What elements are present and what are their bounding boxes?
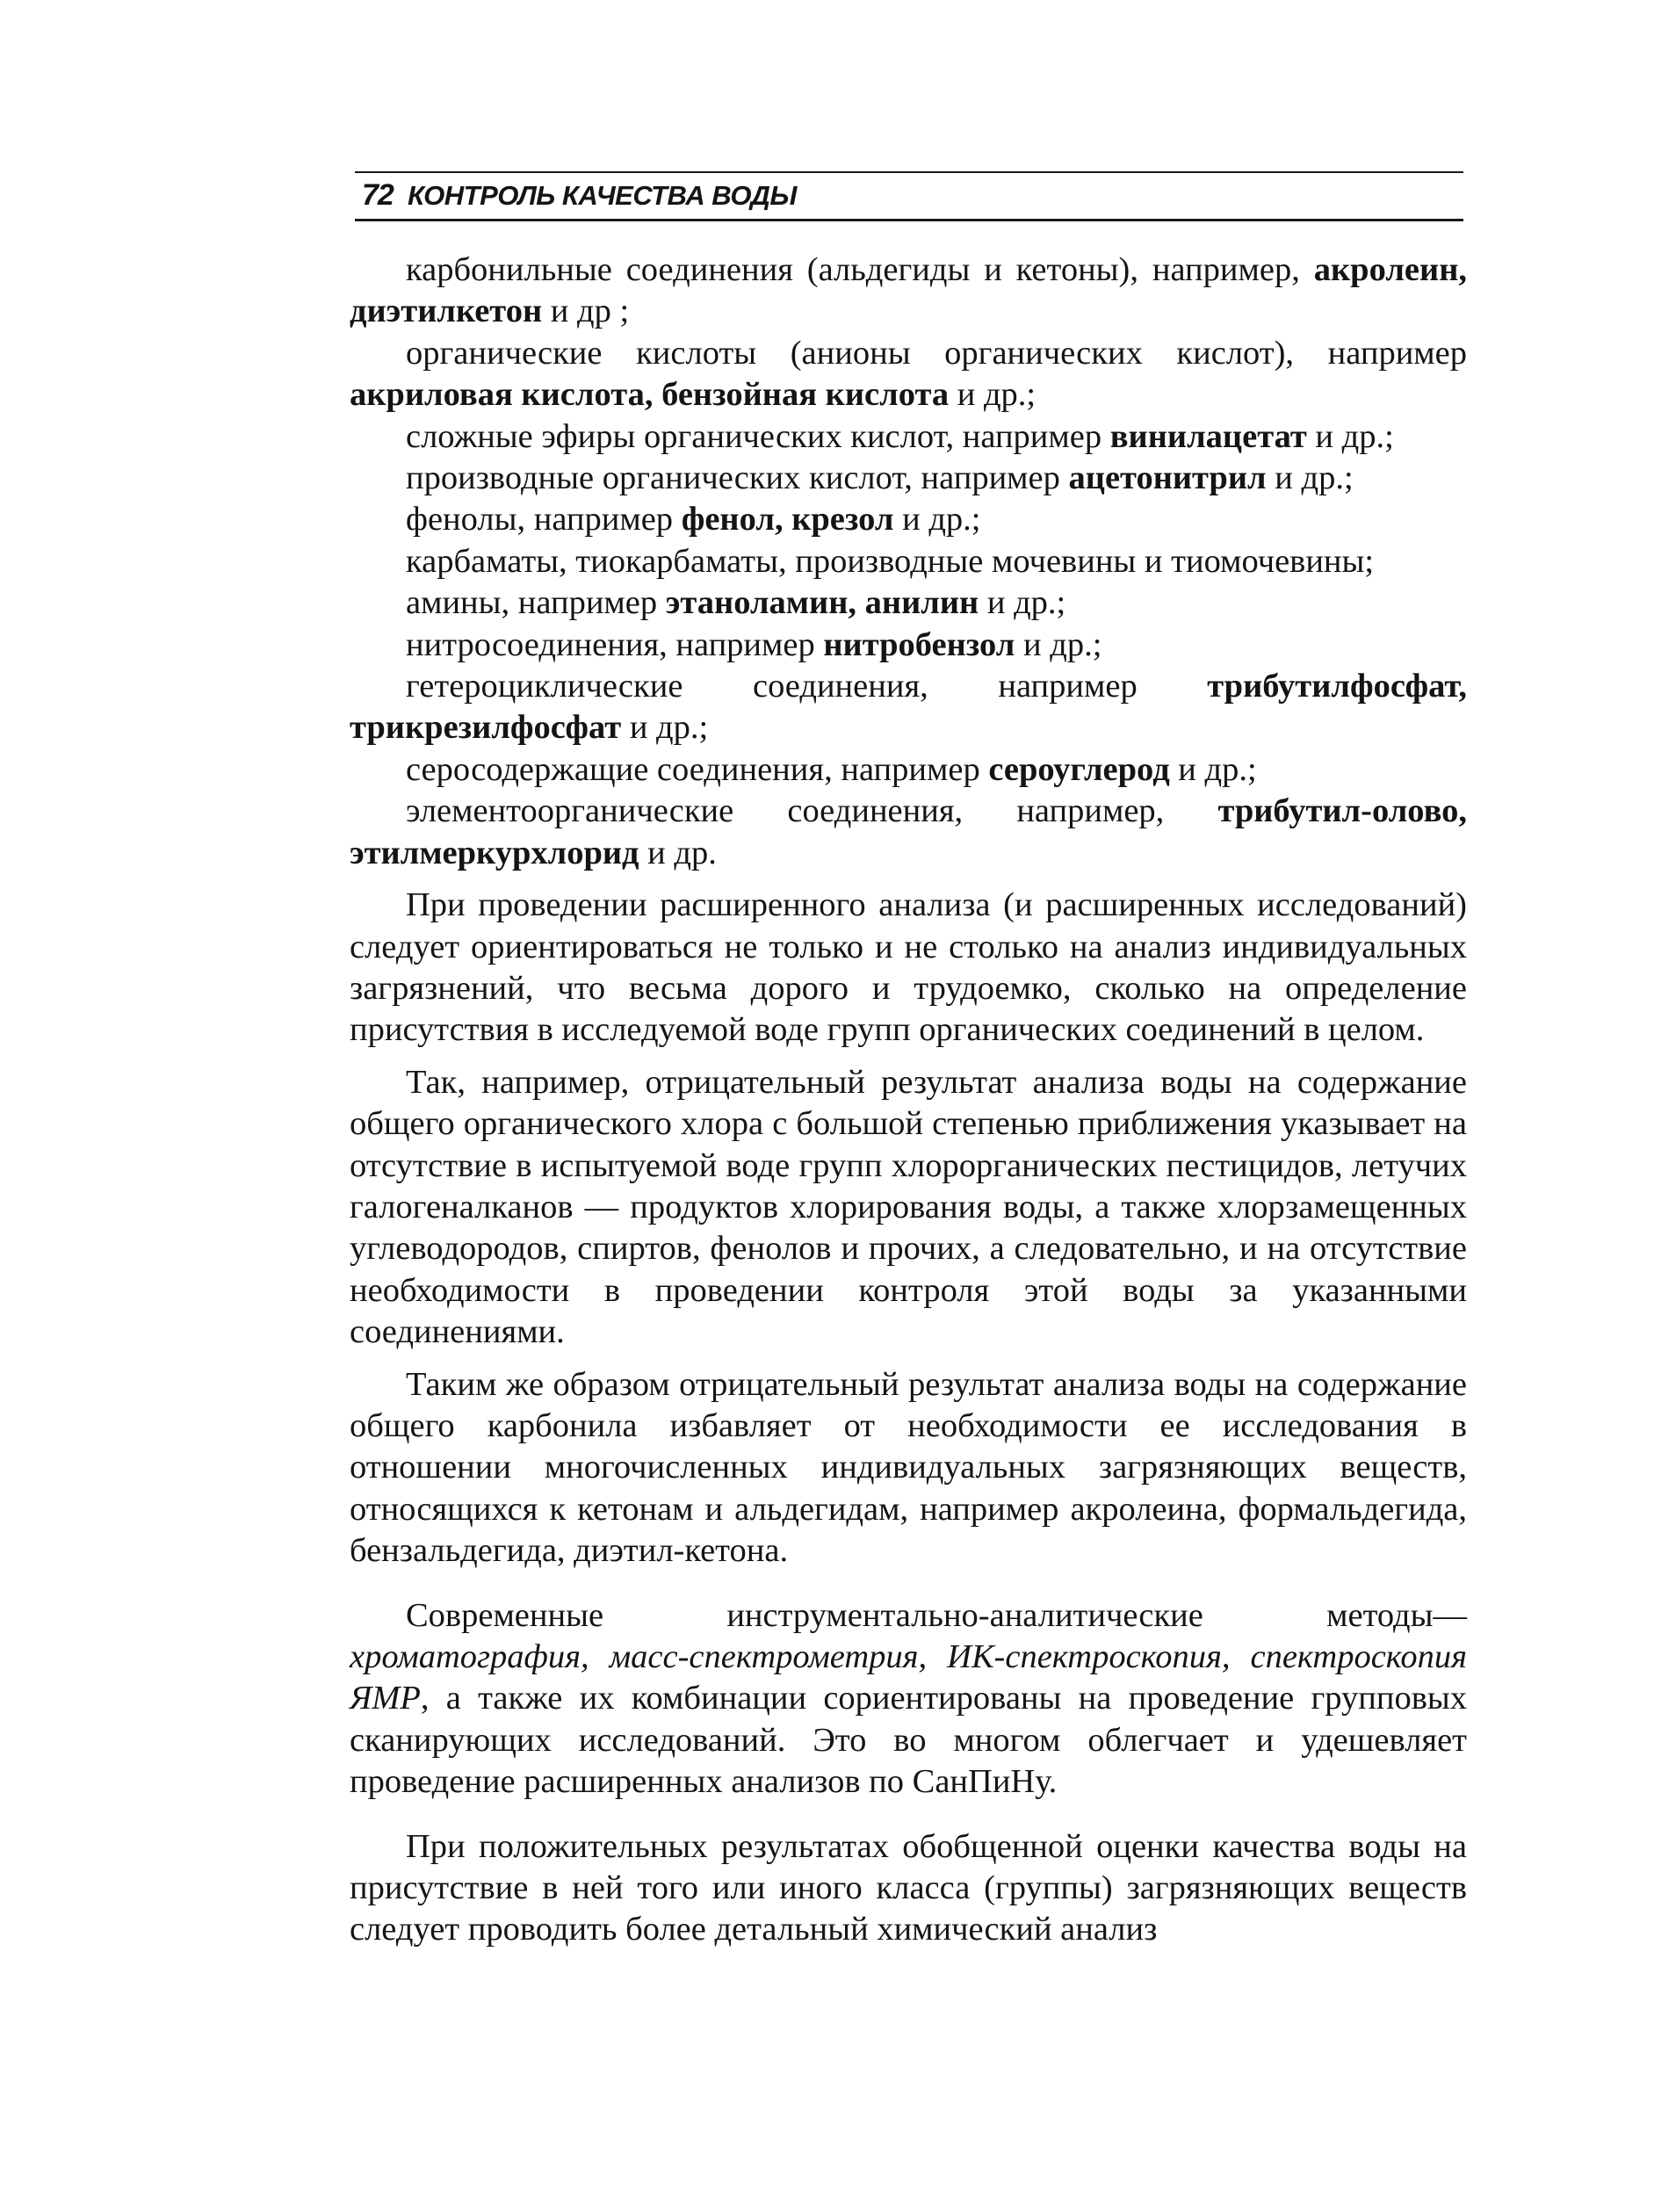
text-body: [350, 249, 1467, 1951]
paragraph: При положительных результатах обобщенной оценки качества воды на присутствие в ней того или иного класса (группы) загрязняющих веществ следует проводить более детальный химический анализ: [350, 1827, 1467, 1948]
list-item: гетероциклические соединения, например трибутилфосфат, трикрезилфосфат и др.;: [350, 668, 1467, 747]
paragraph: Современные инструментально-аналитические методы— хроматография, масс-спектрометрия, ИК-спектроскопия, спектроскопия ЯМР, а также их комбинации сориентированы на проведение групповых сканирующих исследований. Это во многом облегчает и удешевляет проведение расширенных анализов по СанПиНу.: [350, 1596, 1467, 1801]
list-item: карбонильные соединения (альдегиды и кетоны), например, акролеин, диэтилкетон и др ;: [350, 251, 1467, 330]
list-item: производные органических кислот, например ацетонитрил и др.;: [406, 459, 1354, 497]
list-item: серосодержащие соединения, например сероуглерод и др.;: [406, 750, 1257, 788]
paragraph: Таким же образом отрицательный результат анализа воды на содержание общего карбонила избавляет от необходимости ее исследования в отношении многочисленных индивидуальных загрязняющих веществ, относящихся к кетонам и альдегидам, например акролеина, формальдегида, бензальдегида, диэтил-кетона.: [350, 1365, 1467, 1570]
list-item: элементоорганические соединения, например, трибутил-олово, этилмеркурхлорид и др.: [350, 792, 1467, 871]
list-item: амины, например этаноламин, анилин и др.;: [406, 584, 1066, 622]
paragraph: Так, например, отрицательный результат анализа воды на содержание общего органического хлора с большой степенью приближения указывает на отсутствие в испытуемой воде групп хлорорганических пестицидов, летучих галогеналканов — продуктов хлорирования воды, а также хлорзамещенных углеводородов, спиртов, фенолов и прочих, а следовательно, и на отсутствие необходимости в проведении контроля этой воды за указанными соединениями.: [350, 1063, 1467, 1351]
list-item: нитросоединения, например нитробензол и др.;: [406, 625, 1102, 663]
list-item: карбаматы, тиокарбаматы, производные мочевины и тиомочевины;: [406, 542, 1375, 580]
list-item: сложные эфиры органических кислот, например винилацетат и др.;: [406, 417, 1394, 455]
methods-italic: хроматография, масс-спектрометрия, ИК-спектроскопия, спектроскопия ЯМР: [350, 1638, 1467, 1717]
page-header: [355, 171, 1463, 221]
list-item: фенолы, например фенол, крезол и др.;: [406, 501, 981, 539]
page-number: 72: [362, 178, 394, 212]
list-item: органические кислоты (анионы органических кислот), например акриловая кислота, бензойная кислота и др.;: [350, 334, 1467, 414]
paragraph: При проведении расширенного анализа (и расширенных исследований) следует ориентироваться не только и не столько на анализ индивидуальных загрязнений, что весьма дорого и трудоемко, сколько на определение присутствия в исследуемой воде групп органических соединений в целом.: [350, 886, 1467, 1049]
running-title: КОНТРОЛЬ КАЧЕСТВА ВОДЫ: [408, 180, 797, 211]
